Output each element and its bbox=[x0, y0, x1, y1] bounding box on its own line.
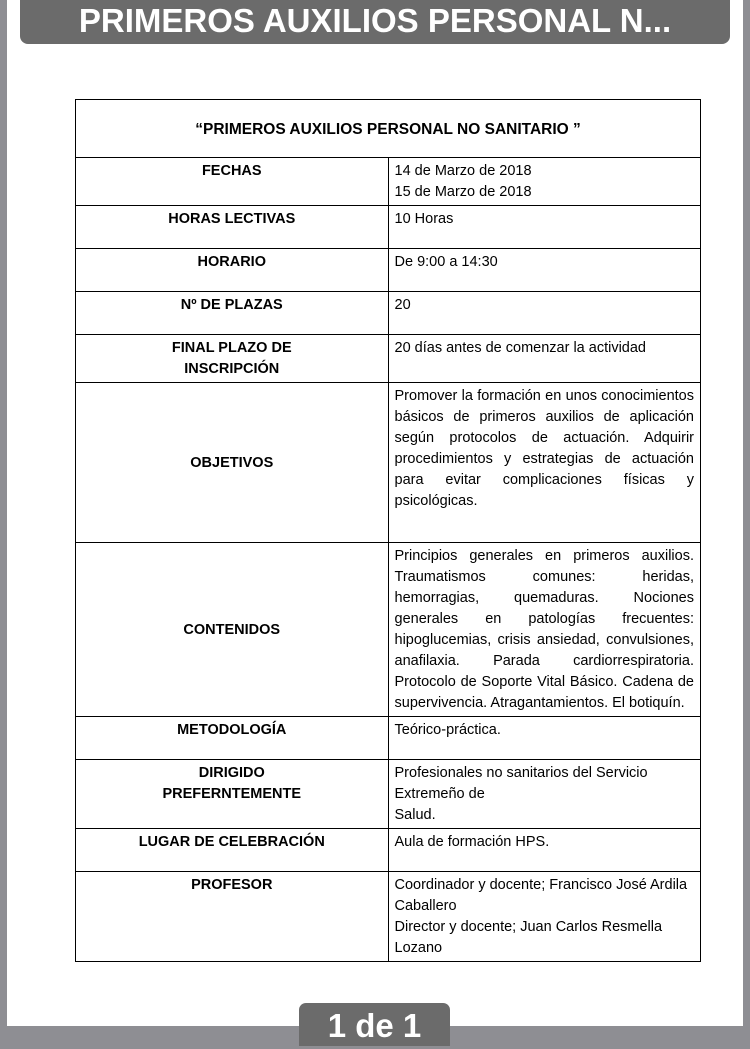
value-line: Profesionales no sanitarios del Servicio Extremeño de bbox=[394, 765, 648, 802]
course-info-table bbox=[75, 99, 701, 962]
value-line: Salud. bbox=[394, 807, 436, 823]
row-value: Promover la formación en unos conocimientos básicos de primeros auxilios de aplicación según protocolos de actuación. Adquirir procedimientos y estrategias de actuación para evitar complicaciones físicas y psicológicas. bbox=[388, 383, 701, 543]
label-line: DIRIGIDO bbox=[198, 765, 265, 781]
row-value: Principios generales en primeros auxilios. Traumatismos comunes: heridas, hemorragias, quemaduras. Nociones generales en patologías frecuentes: hipoglucemias, crisis ansiedad, convulsiones, anafilaxia. Parada cardiorrespiratoria. Protocolo de Soporte Vital Básico. Cadena de supervivencia. Atragantamientos. El botiquín. bbox=[388, 543, 701, 717]
row-label: LUGAR DE CELEBRACIÓN bbox=[76, 829, 389, 872]
label-line: PREFERNTEMENTE bbox=[162, 786, 302, 802]
row-value bbox=[388, 158, 701, 206]
row-label: PROFESOR bbox=[76, 872, 389, 962]
table-row-lugar bbox=[76, 829, 701, 872]
table-row-fechas bbox=[76, 158, 701, 206]
value-line: Coordinador y docente; Francisco José Ardila Caballero bbox=[394, 877, 688, 914]
value-line: Director y docente; Juan Carlos Resmella Lozano bbox=[394, 919, 663, 956]
table-row-dirigido bbox=[76, 760, 701, 829]
table-row-contenidos bbox=[76, 543, 701, 717]
row-label bbox=[76, 760, 389, 829]
row-label: CONTENIDOS bbox=[76, 543, 389, 717]
row-value: 20 bbox=[388, 292, 701, 335]
row-value: 10 Horas bbox=[388, 206, 701, 249]
value-line: 14 de Marzo de 2018 bbox=[394, 163, 532, 179]
row-label: HORARIO bbox=[76, 249, 389, 292]
page-indicator: 1 de 1 bbox=[299, 1003, 450, 1046]
row-value: Aula de formación HPS. bbox=[388, 829, 701, 872]
document-title-bar: PRIMEROS AUXILIOS PERSONAL N... bbox=[20, 0, 730, 44]
row-label: OBJETIVOS bbox=[76, 383, 389, 543]
row-label: HORAS LECTIVAS bbox=[76, 206, 389, 249]
course-title: “PRIMEROS AUXILIOS PERSONAL NO SANITARIO ” bbox=[76, 100, 701, 158]
label-line: INSCRIPCIÓN bbox=[184, 361, 280, 377]
row-label bbox=[76, 335, 389, 383]
table-row-objetivos bbox=[76, 383, 701, 543]
row-label: FECHAS bbox=[76, 158, 389, 206]
row-value bbox=[388, 760, 701, 829]
table-title-row bbox=[76, 100, 701, 158]
table-row-profesor bbox=[76, 872, 701, 962]
value-line: 15 de Marzo de 2018 bbox=[394, 184, 532, 200]
table-row-plazo bbox=[76, 335, 701, 383]
table-row-metodologia bbox=[76, 717, 701, 760]
row-label: METODOLOGÍA bbox=[76, 717, 389, 760]
row-value bbox=[388, 872, 701, 962]
table-row-horario bbox=[76, 249, 701, 292]
row-label: Nº DE PLAZAS bbox=[76, 292, 389, 335]
label-line: FINAL PLAZO DE bbox=[171, 340, 292, 356]
row-value: Teórico-práctica. bbox=[388, 717, 701, 760]
table-row-horas bbox=[76, 206, 701, 249]
table-row-plazas bbox=[76, 292, 701, 335]
row-value: De 9:00 a 14:30 bbox=[388, 249, 701, 292]
row-value: 20 días antes de comenzar la actividad bbox=[388, 335, 701, 383]
